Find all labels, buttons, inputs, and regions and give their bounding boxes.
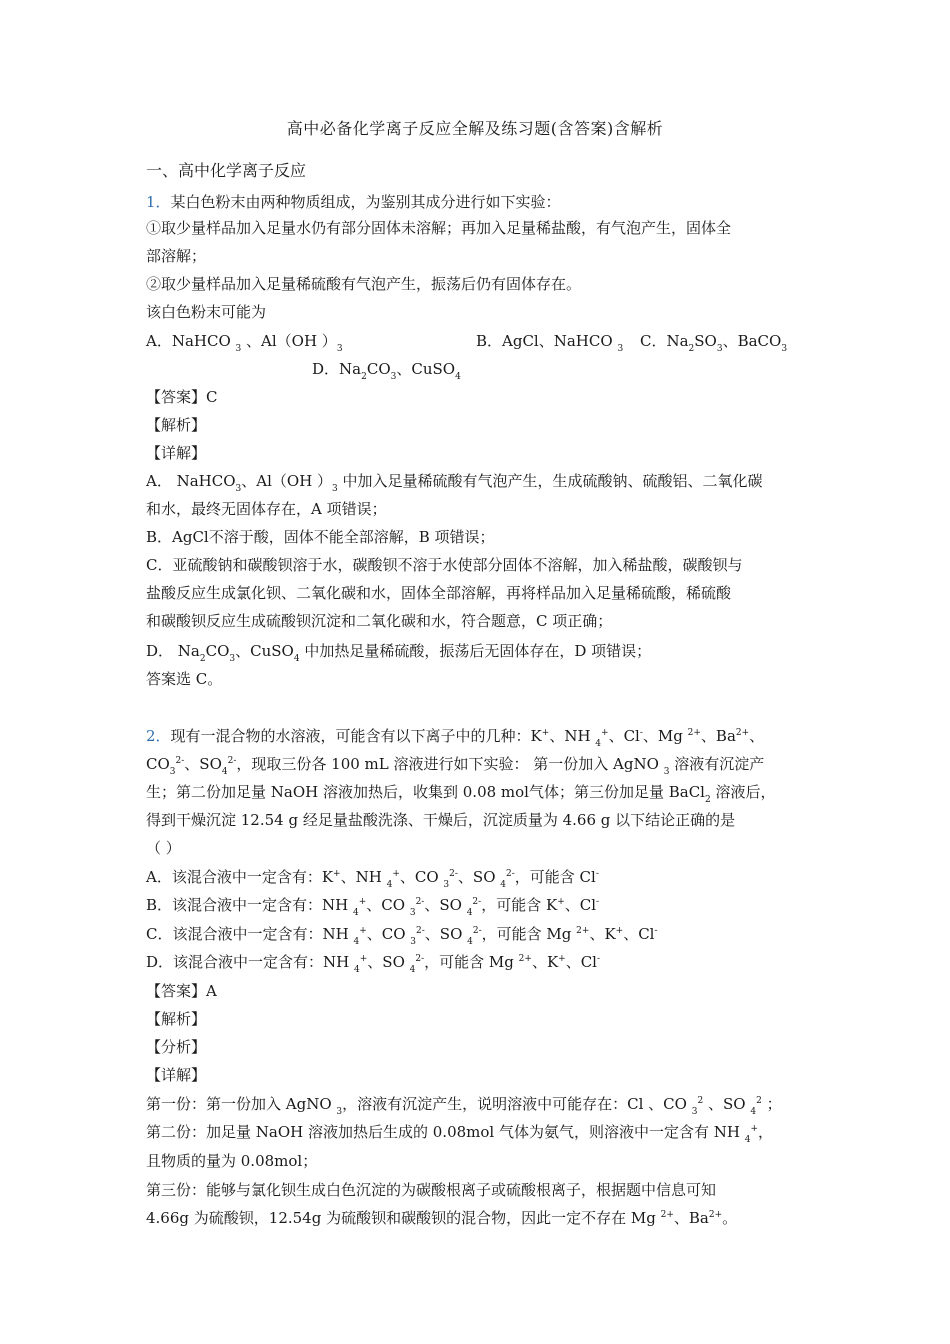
q2-analysis-label: 【解析】 [146, 1010, 207, 1028]
q2-fenxi-label: 【分析】 [146, 1038, 207, 1056]
q2-part2-1: 第二份：加足量 NaOH 溶液加热后生成的 0.08mol 气体为氨气，则溶液中一定含有 NH $_4$+， [146, 1123, 774, 1145]
q1-answer: 【答案】C [146, 388, 218, 406]
q2-option-b: B．该混合液中一定含有：NH $_4$+、CO $_3^{2-}$、SO $_4^{2-}$，可能含 K+、Cl- [146, 896, 600, 918]
q1-number: 1． [146, 193, 171, 211]
q1-stem [146, 192, 561, 212]
q1-option-d: D．$Na_2CO_3$、CuSO$_4$ [312, 360, 461, 382]
q1-explain-c-1: C．亚硫酸钠和碳酸钡溶于水，碳酸钡不溶于水使部分固体不溶解，加入稀盐酸，碳酸钡与 [146, 556, 743, 574]
q2-stem-2: $CO_3^{2-}$、$SO_4^{2-}$，现取三份各 100 mL 溶液进行如下实验： 第一份加入 AgNO $_3$ 溶液有沉淀产 [146, 755, 765, 777]
q2-stem-3: 生；第二份加足量 NaOH 溶液加热后，收集到 0.08 mol气体；第三份加足量 BaCl$_2$ 溶液后， [146, 783, 776, 805]
q1-stem-text: 某白色粉末由两种物质组成，为鉴别其成分进行如下实验： [170, 193, 561, 211]
q2-stem-4: 得到干燥沉淀 12.54 g 经足量盐酸洗涤、干燥后，沉淀质量为 4.66 g 以下结论正确的是 [146, 811, 736, 829]
q2-part2-2: 且物质的量为 0.08mol； [146, 1152, 318, 1170]
q2-answer: 【答案】A [146, 982, 217, 1000]
q1-conclusion: 答案选 C。 [146, 670, 223, 688]
q2-detail-label: 【详解】 [146, 1066, 207, 1084]
q2-option-d: D．该混合液中一定含有：NH $_4$+、SO $_4^{2-}$，可能含 Mg $^{2+}$、K+、Cl- [146, 953, 601, 975]
q1-explain-b: B．AgCl不溶于酸，固体不能全部溶解，B 项错误； [146, 528, 495, 546]
q1-explain-a-1: A． NaHCO$_3$、Al（OH ）$_3$ 中加入足量稀硫酸有气泡产生，生成硫酸钠、硫酸铝、二氧化碳 [146, 472, 763, 494]
q1-explain-c-2: 盐酸反应生成氯化钡、二氧化碳和水，固体全部溶解，再将样品加入足量稀硫酸，稀硫酸 [146, 584, 732, 602]
q1-step1-a: ①取少量样品加入足量水仍有部分固体未溶解；再加入足量稀盐酸，有气泡产生，固体全 [146, 219, 732, 237]
q2-part3-2: 4.66g 为硫酸钡，12.54g 为硫酸钡和碳酸钡的混合物，因此一定不存在 Mg $^{2+}$、$Ba^{2+}$。 [146, 1209, 738, 1227]
q1-analysis-label: 【解析】 [146, 416, 207, 434]
q1-option-b: B．AgCl、NaHCO $_3$ [476, 332, 624, 354]
q2-number: 2． [146, 727, 171, 745]
q2-part1: 第一份：第一份加入 AgNO $_3$，溶液有沉淀产生，说明溶液中可能存在：Cl 、CO $_3^2$ 、SO $_4^2$ ； [146, 1095, 782, 1117]
q1-step2: ②取少量样品加入足量稀硫酸有气泡产生，振荡后仍有固体存在。 [146, 275, 582, 293]
q1-option-a: A．NaHCO $_3$ 、Al（OH ）$_3$ [146, 332, 343, 354]
q1-option-c: C．$Na_2SO_3$、BaCO$_3$ [640, 332, 788, 354]
section-heading: 一、高中化学离子反应 [146, 161, 307, 180]
q1-explain-d: D． $Na_2CO_3$、CuSO$_4$ 中加热足量稀硫酸，振荡后无固体存在，D 项错误； [146, 642, 652, 664]
q2-bracket: （ ） [146, 839, 181, 857]
page-title: 高中必备化学离子反应全解及练习题(含答案)含解析 [286, 119, 664, 138]
q2-stem-1: 2．现有一混合物的水溶液，可能含有以下离子中的几种：K+、NH $_4$+、Cl-、Mg $^{2+}$、$Ba^{2+}$、 [146, 727, 765, 749]
q2-option-a: A．该混合液中一定含有：K+、NH $_4$+、CO $_3^{2-}$、SO $_4^{2-}$，可能含 Cl- [146, 868, 599, 890]
q1-explain-c-3: 和碳酸钡反应生成硫酸钡沉淀和二氧化碳和水，符合题意，C 项正确； [146, 612, 613, 630]
q1-step1-b: 部溶解； [146, 247, 207, 265]
q1-prompt: 该白色粉末可能为 [146, 303, 267, 321]
q2-part3-1: 第三份：能够与氯化钡生成白色沉淀的为碳酸根离子或硫酸根离子，根据题中信息可知 [146, 1181, 717, 1199]
q1-explain-a-2: 和水，最终无固体存在，A 项错误； [146, 500, 387, 518]
q2-option-c: C．该混合液中一定含有：NH $_4$+、CO $_3^{2-}$、SO $_4^{2-}$，可能含 Mg $^{2+}$、K+、Cl- [146, 925, 658, 947]
q1-detail-label: 【详解】 [146, 444, 207, 462]
